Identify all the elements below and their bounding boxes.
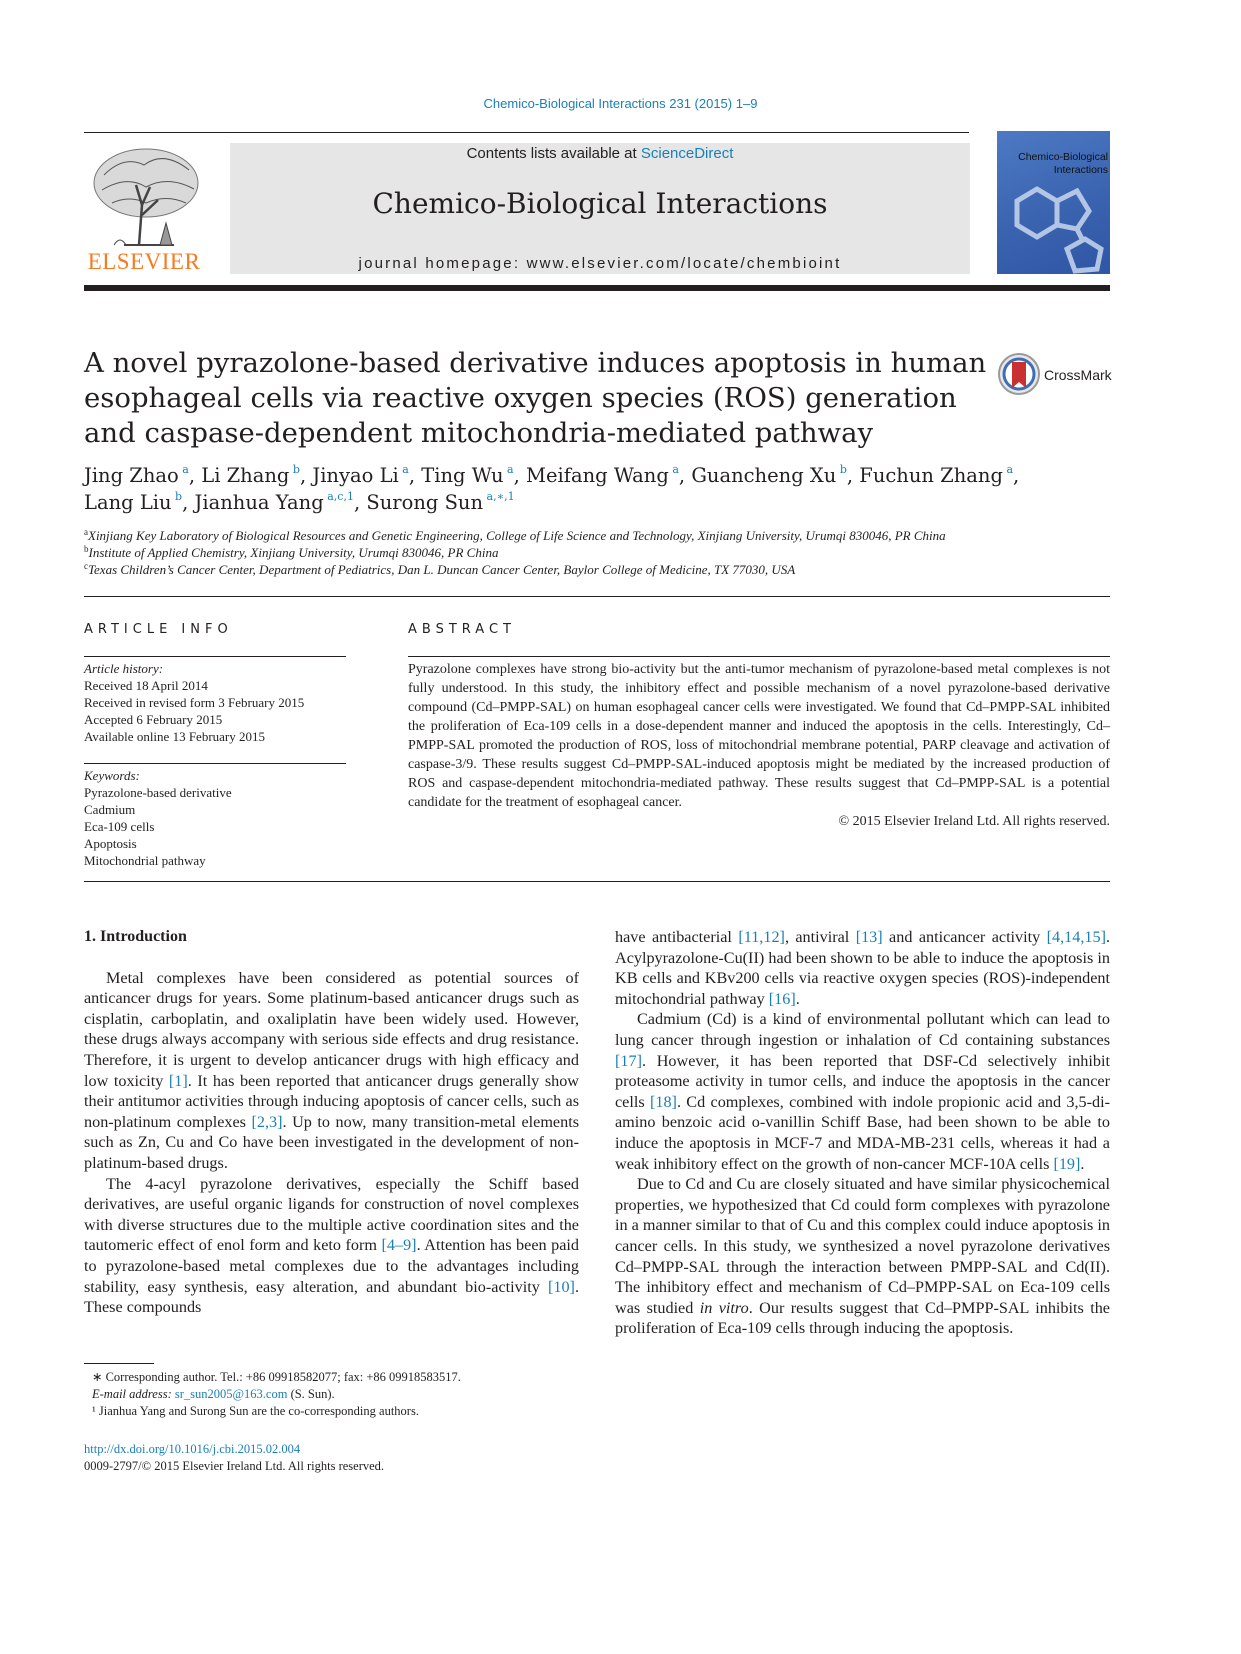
author-affiliation-mark[interactable]: a — [178, 463, 189, 476]
divider — [84, 656, 346, 657]
text-run: . It has been reported that anticancer drugs generally show their antitumor activities through inducing apoptosis of cancer cells, such as non-platinum complexes — [84, 1071, 579, 1131]
keywords-label: Keywords: — [84, 768, 140, 783]
text-run: . Cd complexes, combined with indole propionic acid and 3,5-di-amino benzoic acid o-vanillin Schiff Base, had been shown to be able to induce the apoptosis in MCF-7 and MDA-MB-231 cells, whereas it had a weak inhibitory effect on the growth of non-cancer MCF-10A cells — [615, 1092, 1110, 1173]
text-run: . However, it has been reported that DSF-Cd selectively inhibit proteasome activity in tumor cells, and induce the apoptosis in the cancer cells — [615, 1051, 1110, 1111]
author-list: Jing Zhao $^a$, Li Zhang $^b$, Jinyao Li $^a$, Ting Wu $^a$, Meifang Wang $^a$, Guancheng Xu $^b$, Fuchun Zhang $^a$, Lang Liu $^b$, Jianhua Yang $^{a,c,1}$, Surong Sun $^{a,∗,1}$ — [84, 463, 1020, 514]
keyword: Eca-109 cells — [84, 819, 155, 834]
author-name: Jinyao Li — [312, 464, 399, 487]
keywords — [84, 767, 346, 869]
section-heading: 1. Introduction — [84, 928, 187, 945]
author-name: Li Zhang — [201, 464, 290, 487]
footnotes — [84, 1369, 584, 1420]
abstract-heading: ABSTRACT — [408, 622, 516, 637]
affiliation-text: Institute of Applied Chemistry, Xinjiang University, Urumqi 830046, PR China — [88, 545, 499, 560]
crossmark-button[interactable] — [997, 352, 1115, 396]
divider — [84, 881, 1110, 882]
affiliations — [84, 527, 1114, 578]
right-paragraphs — [615, 927, 1110, 1339]
cover-title-line: Chemico-Biological — [1018, 151, 1108, 163]
affiliation-mark: c — [84, 561, 88, 571]
text-run: , antiviral — [784, 928, 856, 946]
elsevier-logo — [84, 145, 204, 275]
text-run: . Acylpyrazolone-Cu(II) had been shown to be able to induce the apoptosis in KB cells and KBv200 cells via reactive oxygen species (ROS)-independent mitochondrial pathway — [615, 928, 1111, 1008]
author-name: Fuchun Zhang — [859, 464, 1003, 487]
homepage-prefix: journal homepage: — [358, 255, 527, 272]
masthead-rule — [84, 285, 1110, 291]
crossmark-icon — [997, 352, 1041, 396]
author-name: Ting Wu — [421, 464, 504, 487]
email-footnote — [84, 1386, 584, 1403]
history-item: Accepted 6 February 2015 — [84, 712, 223, 727]
crossmark-label: CrossMark — [1044, 367, 1112, 383]
footnote-rule — [84, 1363, 154, 1364]
email-label: E-mail address: — [92, 1387, 175, 1401]
history-item: Received 18 April 2014 — [84, 678, 208, 693]
journal-cover-thumbnail — [997, 131, 1110, 274]
journal-citation[interactable]: Chemico-Biological Interactions 231 (2015) 1–9 — [483, 96, 758, 111]
contents-line — [230, 145, 970, 162]
keyword: Mitochondrial pathway — [84, 853, 206, 868]
history-item: Available online 13 February 2015 — [84, 729, 265, 744]
text-run: . Our results suggest that Cd–PMPP-SAL inhibits the proliferation of Eca-109 cells through inducing the apoptosis. — [615, 1298, 1110, 1338]
homepage-url[interactable]: www.elsevier.com/locate/chembioint — [526, 255, 842, 272]
title-line: and caspase-dependent mitochondria-mediated pathway — [84, 417, 874, 449]
citation-link[interactable]: [19] — [1053, 1154, 1081, 1173]
email-link[interactable]: sr_sun2005@163.com — [174, 1387, 288, 1401]
article-title — [84, 346, 987, 451]
author-affiliation-mark[interactable]: b — [171, 490, 183, 503]
body-column-right — [615, 927, 1110, 1339]
keyword: Apoptosis — [84, 836, 137, 851]
author-name: Guancheng Xu — [691, 464, 837, 487]
title-line: A novel pyrazolone-based derivative induces apoptosis in human — [84, 347, 987, 379]
affiliation-text: Xinjiang Key Laboratory of Biological Resources and Genetic Engineering, College of Life Science and Technology, Xinjiang University, Urumqi 830046, PR China — [88, 528, 946, 543]
affiliation — [84, 561, 1114, 578]
keyword: Cadmium — [84, 802, 136, 817]
journal-masthead — [230, 143, 970, 274]
text-run: have antibacterial — [615, 928, 739, 946]
author-name: Surong Sun — [366, 491, 484, 514]
author-name: Meifang Wang — [526, 464, 669, 487]
citation-link[interactable]: [1] — [168, 1071, 188, 1090]
affiliation — [84, 544, 1114, 561]
author-affiliation-mark[interactable]: a — [398, 463, 409, 476]
divider — [84, 763, 346, 764]
history-item: Received in revised form 3 February 2015 — [84, 695, 305, 710]
affiliation-mark: a — [84, 527, 88, 537]
citation-link[interactable]: [4–9] — [381, 1236, 417, 1255]
issn-line: 0009-2797/© 2015 Elsevier Ireland Ltd. All rights reserved. — [84, 1459, 385, 1473]
affiliation — [84, 527, 1114, 544]
body-paragraph — [615, 927, 1110, 1009]
sciencedirect-link[interactable]: ScienceDirect — [640, 145, 734, 162]
body-column-left — [84, 927, 579, 1318]
author-affiliation-mark[interactable]: a — [668, 463, 679, 476]
elsevier-tree-icon — [84, 145, 204, 249]
author-affiliation-mark[interactable]: b — [289, 463, 300, 476]
author-name: Jianhua Yang — [194, 491, 324, 514]
text-run: . These compounds — [84, 1277, 579, 1317]
text-run: . — [795, 989, 800, 1008]
contents-prefix: Contents lists available at — [466, 145, 641, 162]
elsevier-wordmark: ELSEVIER — [87, 249, 201, 274]
author-affiliation-mark[interactable]: a — [503, 463, 514, 476]
journal-name: Chemico-Biological Interactions — [372, 187, 828, 220]
author-affiliation-mark[interactable]: a,c,1 — [323, 490, 354, 503]
author-affiliation-mark[interactable]: a — [1002, 463, 1014, 476]
article-history — [84, 660, 346, 745]
abstract-body — [408, 660, 1110, 831]
header-rule — [84, 132, 969, 133]
text-run: The 4-acyl pyrazolone derivatives, especially the Schiff based derivatives, are useful organic ligands for construction of novel complexes with diverse structures due to the multiple active coordination sites and the tautomeric effect of enol form and keto form — [84, 1174, 579, 1255]
journal-homepage — [230, 255, 970, 272]
co-corresponding-footnote: ¹ Jianhua Yang and Surong Sun are the co-corresponding authors. — [92, 1404, 419, 1418]
citation-link[interactable]: [16] — [768, 989, 796, 1008]
author-name: Lang Liu — [84, 491, 172, 514]
left-paragraphs — [84, 968, 579, 1318]
citation-link[interactable]: [18] — [649, 1092, 677, 1111]
divider — [84, 596, 1110, 597]
citation-link[interactable]: [17] — [615, 1051, 642, 1070]
author-name: Jing Zhao — [84, 464, 179, 487]
abstract-text: Pyrazolone complexes have strong bio-activity but the anti-tumor mechanism of pyrazolone-based metal complexes is not fully understood. In this study, the inhibitory effect and possible mechanism of a novel pyrazolone-based derivative compound (Cd–PMPP-SAL) on human esophageal cancer cells were investigated. We found that Cd–PMPP-SAL inhibited the proliferation of Eca-109 cells in a dose-dependent manner and induced the apoptosis in the cells. Interestingly, Cd–PMPP-SAL promoted the production of ROS, loss of mitochondrial membrane potential, PARP cleavage and activation of caspase-3/9. These results suggest Cd–PMPP-SAL-induced apoptosis might be mediated by the increased production of ROS and caspase-dependent mitochondria-mediated pathway. These results suggest that Cd–PMPP-SAL is a potential candidate for the treatment of esophageal cancer. — [408, 662, 1110, 810]
text-run: Metal complexes have been considered as potential sources of anticancer drugs for years. Some platinum-based anticancer drugs such as cisplatin, carboplatin, and oxaliplatin have been widely used. However, these drugs always accompany with serious side effects and drug resistance. Therefore, it is urgent to develop anticancer drugs with high efficacy and low toxicity — [84, 968, 579, 1090]
citation-link[interactable]: [11,12] — [738, 928, 785, 946]
molecule-graphic-icon — [997, 131, 1110, 274]
body-paragraph — [84, 1174, 579, 1318]
history-label: Article history: — [84, 661, 164, 676]
italic-text: in vitro — [699, 1298, 749, 1317]
divider — [408, 656, 1110, 657]
text-run: Due to Cd and Cu are closely situated and have similar physicochemical properties, we hypothesized that Cd could form complexes with pyrazolone in a manner similar to that of Cu and this complex could induce apoptosis in cancer cells. In this study, we synthesized a novel pyrazolone derivatives Cd–PMPP-SAL through the interaction between PMPP-SAL and Cd(II). The inhibitory effect and mechanism of Cd–PMPP-SAL on Eca-109 cells was studied — [615, 1175, 1110, 1317]
author-affiliation-mark[interactable]: b — [836, 463, 847, 476]
article-info-heading: ARTICLE INFO — [84, 622, 233, 637]
author-affiliation-mark[interactable]: a,∗,1 — [483, 490, 515, 503]
affiliation-text: Texas Children’s Cancer Center, Department of Pediatrics, Dan L. Duncan Cancer Center, Baylor College of Medicine, TX 77030, USA — [88, 562, 796, 577]
affiliation-mark: b — [84, 544, 89, 554]
citation-link[interactable]: [2,3] — [251, 1112, 283, 1131]
body-paragraph — [84, 968, 579, 1174]
corresponding-footnote: ∗ Corresponding author. Tel.: +86 09918582077; fax: +86 09918583517. — [92, 1370, 461, 1384]
cover-title-line: Interactions — [1053, 164, 1108, 176]
text-run: and anticancer activity — [882, 928, 1047, 946]
citation-link[interactable]: [10] — [547, 1277, 575, 1296]
doi-link[interactable]: http://dx.doi.org/10.1016/j.cbi.2015.02.004 — [84, 1442, 301, 1456]
text-run: . Attention has been paid to pyrazolone-based metal complexes due to the advantages including stability, easy synthesis, easy alteration, and abundant bio-activity — [84, 1236, 579, 1296]
abstract-copyright: © 2015 Elsevier Ireland Ltd. All rights reserved. — [838, 814, 1110, 829]
title-line: esophageal cells via reactive oxygen species (ROS) generation — [84, 382, 957, 414]
text-run: . Up to now, many transition-metal elements such as Zn, Cu and Co have been investigated in the development of non-platinum-based drugs. — [84, 1112, 579, 1172]
text-run: . — [1080, 1154, 1085, 1173]
body-paragraph — [615, 1174, 1110, 1339]
citation-link[interactable]: [4,14,15] — [1046, 928, 1106, 946]
text-run: Cadmium (Cd) is a kind of environmental pollutant which can lead to lung cancer through ingestion or inhalation of Cd containing substances — [615, 1010, 1110, 1049]
body-paragraph — [615, 1009, 1110, 1174]
doi-block — [84, 1441, 384, 1475]
email-suffix: (S. Sun). — [287, 1387, 335, 1401]
keyword: Pyrazolone-based derivative — [84, 785, 232, 800]
citation-link[interactable]: [13] — [855, 928, 883, 946]
